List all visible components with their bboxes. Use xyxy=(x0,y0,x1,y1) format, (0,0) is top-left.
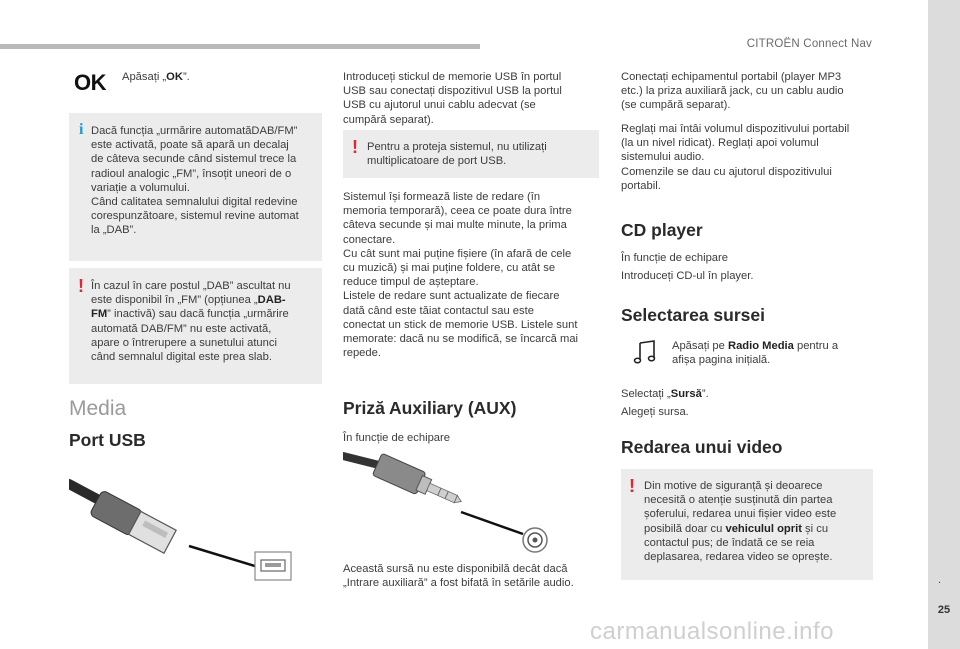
aux-availability-note: Această sursă nu este disponibilă decât dacă „Intrare auxiliară” a fost bifată în setările audio. xyxy=(343,563,574,590)
cd-heading: CD player xyxy=(621,220,703,240)
warning-icon: ! xyxy=(352,137,358,157)
aux-connect-text: Conectați echipamentul portabil (player MP3 etc.) la priza auxiliară jack, cu un cablu audio (se cumpără separat). xyxy=(621,71,844,112)
aux-volume-text: Reglați mai întâi volumul dispozitivului portabil (la un nivel ridicat). Reglați apoi volumul sistemului audio. Comenzile se dau cu ajutorul dispozitivului portabil. xyxy=(621,123,850,192)
page-sidebar xyxy=(928,0,960,649)
usb-playlist-text: Sistemul își formează liste de redare (în memoria temporară), ceea ce poate dura între câteva secunde și mai multe minute, la prima conectare. Cu cât sunt mai puține fișiere (în afară de cele cu muzică) și mai puține foldere, cu atât se reduce timpul de așteptare. Listele de redare sunt actualizate de fiecare dată când este tăiat contactul sau este conectat un stick de memorie USB. Listele sunt memorate: dacă nu se modifică, se încarcă mai repede. xyxy=(343,191,579,360)
info-box-text: Dacă funcția „urmărire automatăDAB/FM” este activată, poate să apară un decalaj de câteva secunde când sistemul trece la radioul analogic „FM”, însoțit uneori de o variație a volumului. Când calitatea semnalului digital redevine corespunzătoare, sistemul revine automat la „DAB”. xyxy=(91,125,299,237)
watermark: carmanualsonline.info xyxy=(590,618,834,645)
cd-equipment-note: În funcție de echipare xyxy=(621,252,728,264)
video-heading: Redarea unui video xyxy=(621,437,783,457)
usb-heading: Port USB xyxy=(69,430,146,450)
ok-icon: OK xyxy=(74,70,106,95)
warning-icon: ! xyxy=(78,276,84,296)
warning-box-video-text: Din motive de siguranță și deoarece necesită o atenție susținută din partea șoferului, redarea unui fișier video este posibilă doar cu vehiculul oprit și cu contactul pus; de îndată ce se reia deplasarea, redarea video se oprește. xyxy=(644,480,837,564)
aux-equipment-note: În funcție de echipare xyxy=(343,432,450,444)
header-rule xyxy=(0,44,480,49)
source-heading: Selectarea sursei xyxy=(621,305,765,325)
ok-instruction: Apăsați „OK”. xyxy=(122,71,190,83)
cd-insert-text: Introduceți CD-ul în player. xyxy=(621,270,754,282)
choose-source-text: Alegeți sursa. xyxy=(621,406,689,418)
info-icon: i xyxy=(79,121,84,138)
music-note-icon xyxy=(633,339,657,365)
usb-intro-text: Introduceți stickul de memorie USB în portul USB sau conectați dispozitivul USB la portul USB cu ajutorul unui cablu adecvat (se cumpără separat). xyxy=(343,71,562,126)
warning-icon: ! xyxy=(629,476,635,496)
usb-plug-illustration xyxy=(69,466,321,584)
warning-box-usb-text: Pentru a proteja sistemul, nu utilizați multiplicatoare de port USB. xyxy=(367,141,547,168)
page-number: 25 xyxy=(937,604,951,616)
warning-box-text: În cazul în care postul „DAB” ascultat nu este disponibil în „FM” (opțiunea „DAB- FM” inactivă) sau dacă funcția „urmărire automată DAB/FM” nu este activată, apare o întrerupere a sunetului atunci când semnalul digital este prea slab. xyxy=(91,280,291,364)
source-instruction: Apăsați pe Radio Media pentru a afișa pagina inițială. xyxy=(672,340,839,367)
media-heading: Media xyxy=(69,397,127,420)
aux-heading: Priză Auxiliary (AUX) xyxy=(343,398,517,418)
aux-jack-illustration xyxy=(343,450,601,554)
header-brand: CITROËN Connect Nav xyxy=(746,38,872,50)
select-source-text: Selectați „Sursă”. xyxy=(621,388,709,400)
continue-mark: . xyxy=(938,574,942,586)
